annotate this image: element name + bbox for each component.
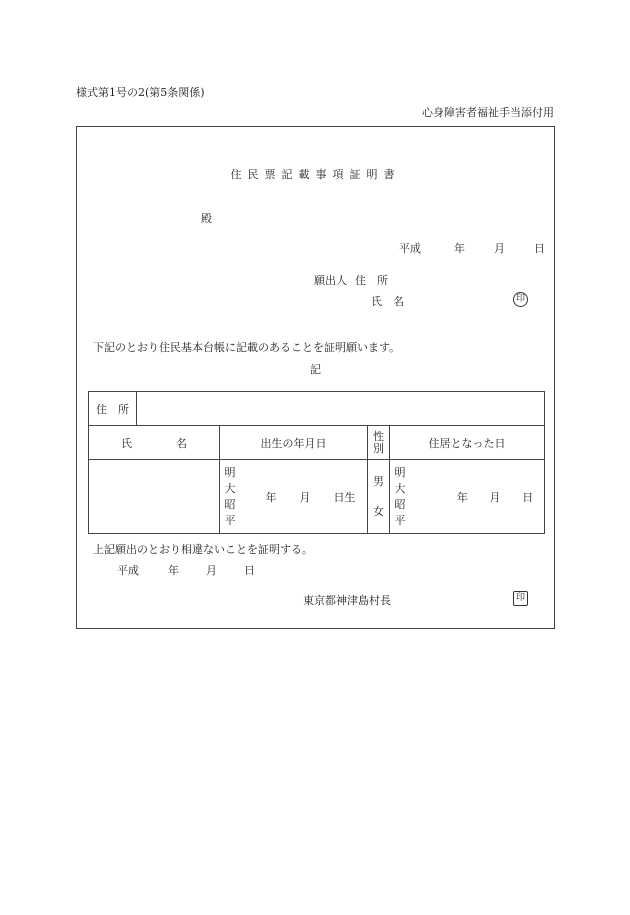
birth-year: 年: [265, 490, 277, 504]
date-era: 平成: [399, 242, 421, 255]
era-option: 明: [224, 465, 236, 479]
applicant-label: 願出人: [314, 274, 347, 287]
sex-option-male: 男: [373, 474, 384, 488]
applicant-seal-icon: 印: [513, 292, 528, 307]
date-year: 年: [454, 242, 465, 255]
address-label: 住 所: [96, 402, 129, 416]
birth-header-label: 出生の年月日: [260, 436, 327, 450]
name-header: [89, 426, 220, 460]
residence-month: 月: [489, 490, 501, 504]
name-header-label: 氏 名: [121, 436, 187, 450]
entry-row: [89, 460, 545, 534]
date-day: 日: [534, 242, 545, 255]
cert-date-year: 年: [168, 564, 179, 577]
certification-statement: 上記願出のとおり相違ないことを証明する。: [93, 543, 313, 556]
addressee-suffix: 殿: [201, 212, 212, 225]
sex-header-char: 別: [373, 441, 384, 455]
address-value-cell: [137, 392, 545, 426]
residence-era-list: [390, 465, 410, 529]
residence-header-label: 住居となった日: [428, 436, 506, 450]
applicant-name-label: 氏 名: [371, 295, 404, 308]
residence-day: 日: [522, 490, 534, 504]
name-value-cell: [89, 460, 220, 534]
era-option: 平: [224, 513, 236, 527]
form-number-label: 様式第1号の2(第5条関係): [76, 86, 205, 99]
date-month: 月: [494, 242, 505, 255]
document-title: 住民票記載事項証明書: [230, 168, 401, 181]
applicant-address-label: 住 所: [355, 274, 388, 287]
resident-record-table: [88, 391, 545, 534]
residence-value-cell: [390, 460, 545, 534]
era-option: 明: [394, 465, 406, 479]
era-option: 大: [224, 481, 236, 495]
sex-header: [368, 426, 390, 460]
era-option: 平: [394, 513, 406, 527]
address-label-cell: [89, 392, 137, 426]
birth-month: 月: [299, 490, 311, 504]
sex-value-cell: [368, 460, 390, 534]
birth-value-cell: [220, 460, 368, 534]
applicant-address-line: [314, 272, 388, 288]
issuer-seal-icon: 印: [513, 591, 528, 606]
sex-header-char: 性: [373, 429, 384, 443]
certification-date: [117, 562, 255, 578]
era-option: 大: [394, 481, 406, 495]
request-statement: 下記のとおり住民基本台帳に記載のあることを証明願います。: [93, 341, 401, 354]
usage-label: 心身障害者福祉手当添付用: [422, 106, 554, 119]
certificate-frame: [76, 126, 555, 629]
sex-option-female: 女: [373, 504, 384, 518]
birth-header: [220, 426, 368, 460]
residence-header: [390, 426, 545, 460]
residence-year: 年: [456, 490, 468, 504]
era-option: 昭: [394, 497, 406, 511]
cert-date-day: 日: [244, 564, 255, 577]
header-row: [89, 426, 545, 460]
cert-date-month: 月: [206, 564, 217, 577]
request-date: [399, 240, 545, 256]
ki-heading: 記: [310, 363, 321, 376]
cert-date-era: 平成: [117, 564, 139, 577]
address-row: [89, 392, 545, 426]
birth-day: 日生: [333, 490, 356, 504]
issuer-title: 東京都神津島村長: [303, 594, 391, 607]
birth-era-list: [220, 465, 240, 529]
era-option: 昭: [224, 497, 236, 511]
